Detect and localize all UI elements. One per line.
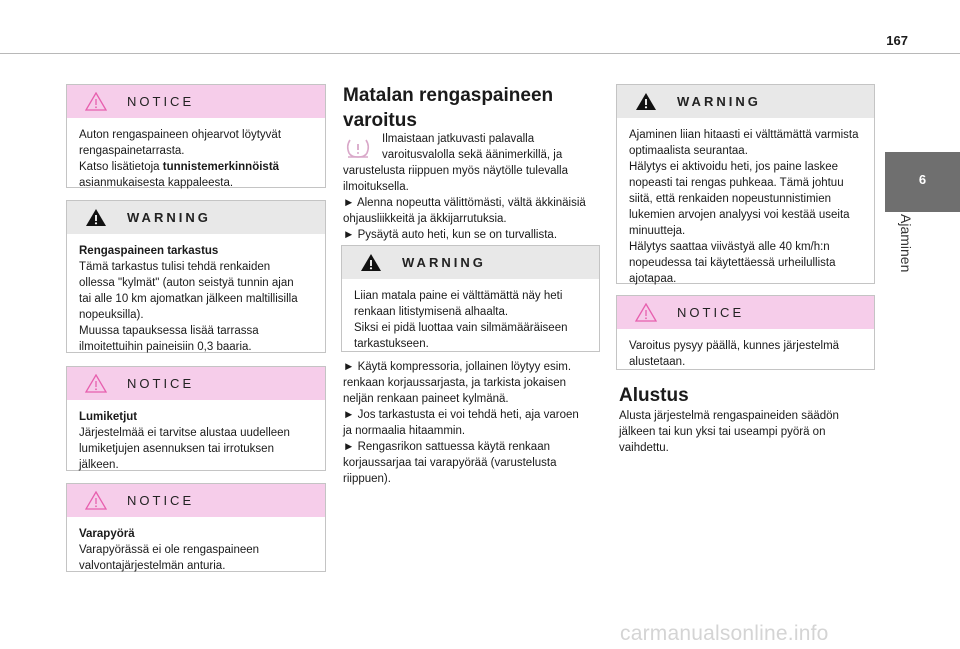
notice-line: Katso lisätietoja (79, 161, 163, 173)
instruction-line: ► Käytä kompressoria, jollainen löytyy esim. (343, 361, 572, 373)
notice-header (67, 367, 325, 400)
body-line: ja normaalia hitaammin. (343, 425, 466, 437)
body-line: varoitusvalolla sekä äänimerkillä, ja (382, 149, 563, 161)
chapter-number: 6 (918, 172, 927, 187)
instruction-line: ► Pysäytä auto heti, kun se on turvallista. (343, 229, 558, 241)
warning-line: renkaan litistymisenä alhaalta. (354, 306, 509, 318)
notice-body (67, 118, 325, 199)
warning-header (342, 246, 599, 279)
notice-triangle-icon (85, 491, 107, 510)
notice-line: rengaspainetarrasta. (79, 145, 185, 157)
warning-box-visual-check (341, 245, 600, 352)
warning-line: nopeasti tai rengas puhkeaa. Tämä johtuu (629, 177, 844, 189)
warning-triangle-icon (635, 92, 657, 111)
reference-term: tunnistemerkinnöistä (162, 161, 280, 173)
notice-line: jälkeen. (79, 459, 119, 471)
warning-title: WARNING (402, 255, 486, 270)
notice-box-warning-stays-on (616, 295, 875, 370)
warning-line: Liian matala paine ei välttämättä näy heti (354, 290, 563, 302)
notice-box-spare-wheel (66, 483, 326, 572)
body-line: jälkeen tai kun yksi tai useampi pyörä on (619, 426, 826, 438)
chapter-label-wrap (896, 214, 914, 294)
warning-line: Hälytys saattaa viivästyä alle 40 km/h:n (629, 241, 830, 253)
heading-line: Matalan rengaspaineen (343, 85, 554, 106)
notice-line: Järjestelmää ei tarvitse alustaa uudelleen (79, 427, 290, 439)
notice-box-snow-chains (66, 366, 326, 471)
warning-line: Hälytys ei aktivoidu heti, jos paine laskee (629, 161, 839, 173)
notice-heading: Lumiketjut (79, 411, 138, 423)
notice-title: NOTICE (127, 94, 195, 109)
after-warning-text (343, 359, 579, 487)
warning-line: Ajaminen liian hitaasti ei välttämättä varmista (629, 129, 859, 141)
warning-body (67, 234, 325, 363)
notice-line: lumiketjujen asennuksen tai irrotuksen (79, 443, 274, 455)
warning-line: optimaalista seurantaa. (629, 145, 748, 157)
warning-line: minuutteja. (629, 225, 686, 237)
body-line: ilmoituksella. (343, 181, 409, 193)
chapter-tab (885, 152, 960, 212)
notice-body (67, 517, 325, 582)
notice-triangle-icon (85, 374, 107, 393)
notice-heading: Varapyörä (79, 528, 135, 540)
notice-header (617, 296, 874, 329)
intro-indented-lines (382, 131, 562, 163)
warning-box-slow-driving (616, 84, 875, 284)
body-line: korjaussarjaa tai varapyörää (varustelusta (343, 457, 557, 469)
instruction-line: ► Rengasrikon sattuessa käytä renkaan (343, 441, 550, 453)
chapter-label: Ajaminen (898, 214, 914, 273)
warning-line: ollessa "kylmät" (auton seistyä tunnin ajan (79, 277, 294, 289)
notice-line: Varapyörässä ei ole rengaspaineen (79, 544, 260, 556)
warning-triangle-icon (360, 253, 382, 272)
section-heading-low-pressure (343, 83, 553, 133)
warning-line: lukemien arvojen analyysi voi kestää useita (629, 209, 850, 221)
intro-text (343, 163, 586, 243)
notice-box-tire-pressure-values (66, 84, 326, 188)
body-line: varustelusta riippuen myös näytölle tulevalla (343, 165, 569, 177)
reset-text (619, 408, 839, 456)
body-line: ohjausliikkeitä ja äkkijarrutuksia. (343, 213, 507, 225)
body-line: riippuen). (343, 473, 391, 485)
body-line: neljän renkaan paineet kylmänä. (343, 393, 509, 405)
notice-line: Varoitus pysyy päällä, kunnes järjestelmä (629, 340, 840, 352)
body-line: Alusta järjestelmä rengaspaineiden säädön (619, 410, 839, 422)
notice-triangle-icon (635, 303, 657, 322)
instruction-line: ► Alenna nopeutta välittömästi, vältä äkkinäisiä (343, 197, 586, 209)
body-line: vaihdettu. (619, 442, 669, 454)
notice-line: valvontajärjestelmän anturia. (79, 560, 226, 572)
warning-heading: Rengaspaineen tarkastus (79, 245, 219, 257)
notice-line: Auton rengaspaineen ohjearvot löytyvät (79, 129, 282, 141)
notice-title: NOTICE (127, 376, 195, 391)
page-number: 167 (886, 33, 908, 48)
warning-line: Tämä tarkastus tulisi tehdä renkaiden (79, 261, 271, 273)
warning-header (67, 201, 325, 234)
notice-body (617, 329, 874, 378)
notice-line-with-ref (79, 159, 313, 175)
warning-line: nopeuksilla). (79, 309, 144, 321)
notice-header (67, 484, 325, 517)
notice-header (67, 85, 325, 118)
warning-header (617, 85, 874, 118)
warning-line: Siksi ei pidä luottaa vain silmämääräiseen (354, 322, 568, 334)
warning-title: WARNING (677, 94, 761, 109)
notice-line: alustetaan. (629, 356, 686, 368)
notice-triangle-icon (85, 92, 107, 111)
warning-title: WARNING (127, 210, 211, 225)
tire-pressure-warning-icon (344, 136, 372, 160)
warning-line: tai alle 10 km ajomatkan jälkeen maltillisilla (79, 293, 298, 305)
notice-body (67, 400, 325, 481)
warning-body (342, 279, 599, 360)
warning-line: siitä, että renkaiden nopeustunnistimien (629, 193, 832, 205)
warning-line: tarkastukseen. (354, 338, 429, 350)
warning-line: ilmoitettuihin paineisiin 0,3 baaria. (79, 341, 252, 353)
notice-line: asianmukaisesta kappaleesta. (79, 177, 234, 189)
instruction-line: ► Jos tarkastusta ei voi tehdä heti, aja varoen (343, 409, 579, 421)
warning-line: Muussa tapauksessa lisää tarrassa (79, 325, 259, 337)
warning-box-pressure-check (66, 200, 326, 353)
top-divider (0, 53, 960, 54)
section-heading-reset: Alustus (619, 385, 689, 406)
heading-line: varoitus (343, 110, 417, 131)
notice-title: NOTICE (677, 305, 745, 320)
warning-line: nopeudessa tai käytettäessä urheilullista (629, 257, 836, 269)
body-line: Ilmaistaan jatkuvasti palavalla (382, 133, 535, 145)
notice-title: NOTICE (127, 493, 195, 508)
warning-triangle-icon (85, 208, 107, 227)
watermark: carmanualsonline.info (620, 622, 829, 645)
body-line: renkaan korjaussarjasta, ja tarkista jokaisen (343, 377, 567, 389)
warning-body (617, 118, 874, 295)
warning-line: ajotapaa. (629, 273, 677, 285)
